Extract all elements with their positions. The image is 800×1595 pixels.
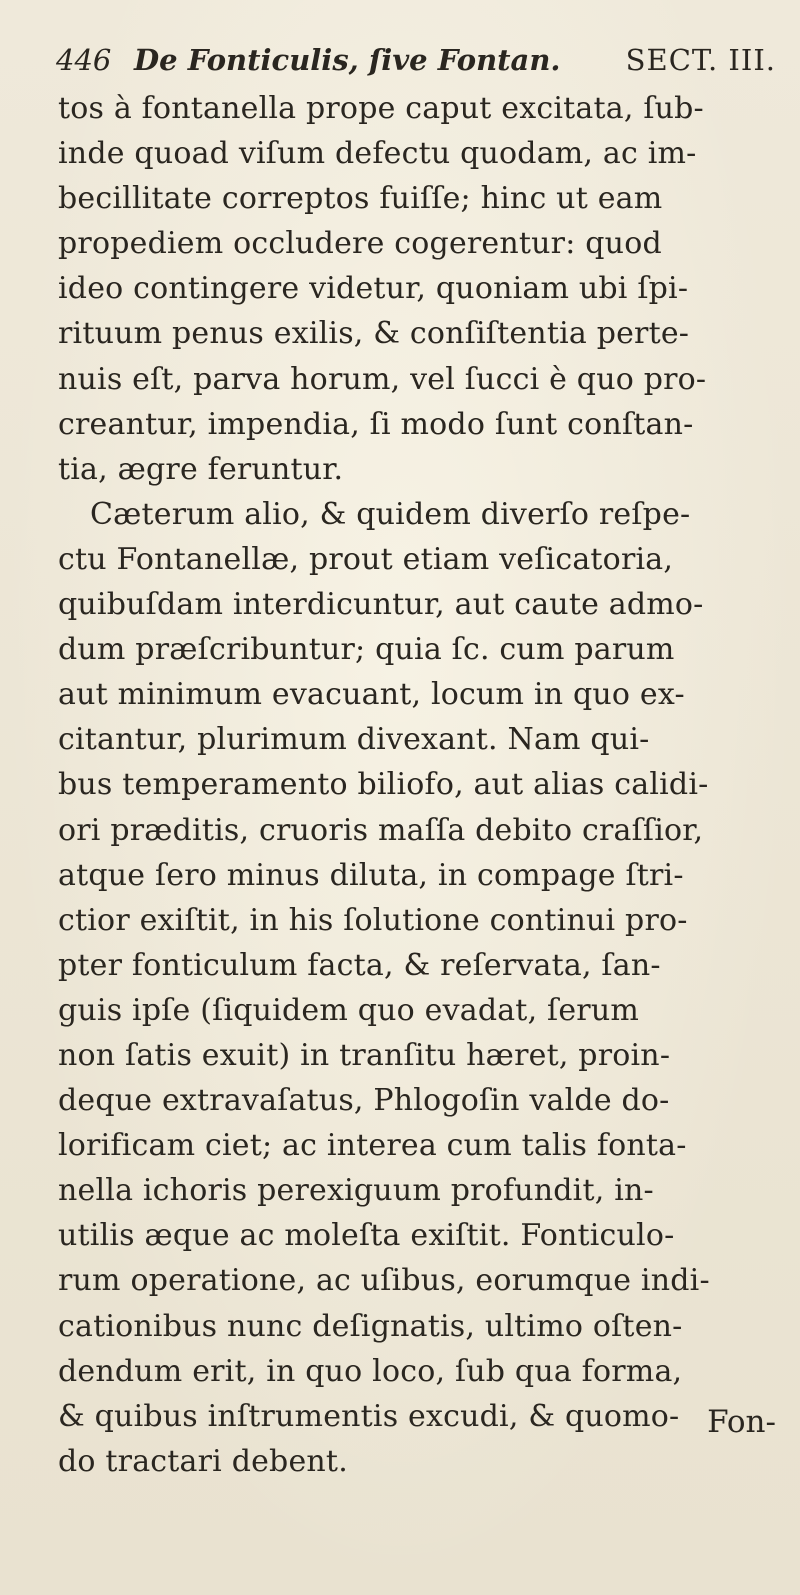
running-title: De Fonticulis, ſive Fontan. [134,43,561,77]
text-line: tos à fontanella prope caput excitata, ſub- [58,91,704,126]
text-line: non ſatis exuit) in tranſitu hæret, proin- [58,1037,671,1073]
text-line: nuis eſt, parva horum, vel ſucci è quo pro- [58,361,707,397]
text-line: dendum erit, in quo loco, ſub qua forma, [58,1353,683,1389]
page-number: 446 [56,43,112,77]
page-header [56,38,776,82]
paragraph-start-line: Cæterum alio, & quidem diverſo reſpe- [90,496,691,532]
section-label: SECT. III. [625,43,776,77]
text-line: inde quoad viſum defectu quodam, ac im- [58,136,697,172]
text-line: rum operatione, ac uſibus, eorumque indi- [58,1263,710,1299]
text-line: guis ipſe (ſiquidem quo evadat, ſerum [58,992,640,1028]
text-line: ctu Fontanellæ, prout etiam veſicatoria, [58,541,674,577]
catchword: Fon- [707,1404,776,1440]
text-line: bus temperamento biliofo, aut alias calidi- [58,767,709,803]
text-line: rituum penus exilis, & conſiſtentia perte- [58,316,690,352]
text-line: & quibus inſtrumentis excudi, & quomo- [58,1398,680,1434]
text-line: utilis æque ac moleſta exiſtit. Fonticulo- [58,1218,675,1254]
text-line: atque ſero minus diluta, in compage ſtri- [58,857,684,893]
text-line: ori præditis, cruoris maſſa debito craſſior, [58,812,704,848]
text-line: quibuſdam interdicuntur, aut caute admo- [58,587,704,623]
text-line: becillitate correptos fuiſſe; hinc ut eam [58,181,663,217]
body-text [58,86,786,1484]
text-line: creantur, impendia, ſi modo ſunt conſtan- [58,406,694,442]
text-line: propediem occludere cogerentur: quod [58,226,662,262]
text-line: pter fonticulum facta, & reſervata, ſan- [58,947,661,983]
text-line: lorificam ciet; ac interea cum talis fonta- [58,1128,687,1164]
text-line: do tractari debent. [58,1443,348,1479]
text-line: citantur, plurimum divexant. Nam qui- [58,722,650,758]
text-line: dum præſcribuntur; quia ſc. cum parum [58,632,675,668]
text-line: deque extravaſatus, Phlogoſin valde do- [58,1083,670,1119]
text-line: cationibus nunc deſignatis, ultimo oſten- [58,1308,683,1344]
text-line: aut minimum evacuant, locum in quo ex- [58,677,685,713]
text-line: nella ichoris perexiguum profundit, in- [58,1173,654,1209]
text-line: ctior exiſtit, in his ſolutione continui pro- [58,902,688,938]
text-line: tia, ægre feruntur. [58,451,344,487]
text-line: ideo contingere videtur, quoniam ubi ſpi- [58,271,689,307]
